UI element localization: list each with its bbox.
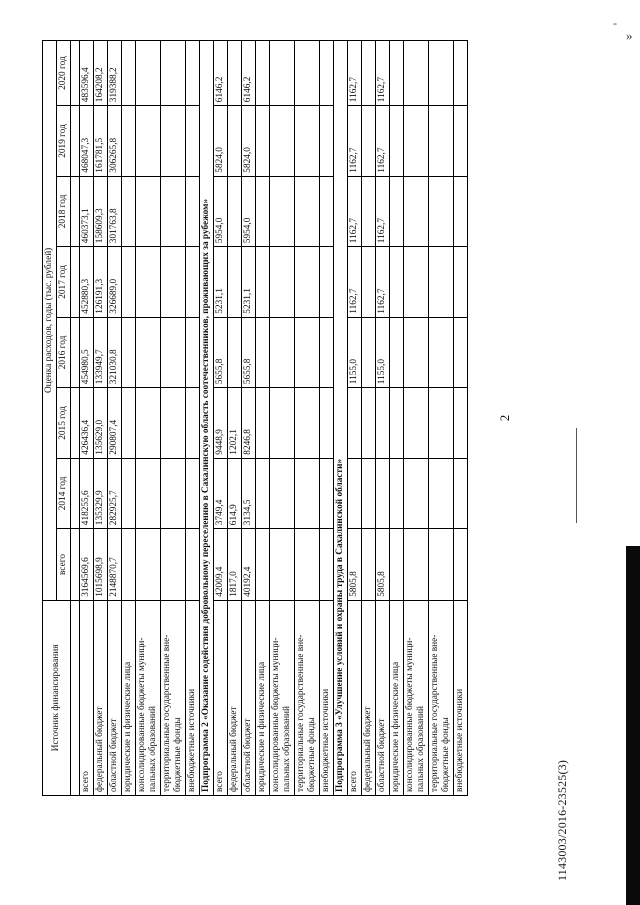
margin-rule	[576, 428, 577, 523]
value-cell: 5824,0	[214, 106, 228, 177]
value-cell: 1155,0	[376, 317, 390, 388]
value-cell: 6146,2	[214, 41, 228, 106]
table-row	[136, 41, 161, 796]
value-cell: 319388,2	[108, 41, 122, 106]
table-row	[122, 41, 136, 796]
value-cell: 468047,3	[80, 106, 94, 177]
value-cell	[320, 247, 334, 318]
value-cell: 290807,4	[108, 388, 122, 459]
source-cell: внебюджетные источники	[186, 600, 200, 795]
table-row	[214, 41, 228, 796]
value-cell: 1162,7	[376, 41, 390, 106]
source-cell: юридические и физические лица	[256, 600, 270, 795]
value-cell	[429, 106, 454, 177]
value-cell	[186, 317, 200, 388]
value-cell	[186, 458, 200, 529]
value-cell	[186, 106, 200, 177]
value-cell	[320, 41, 334, 106]
value-cell	[122, 176, 136, 247]
value-cell: 9448,9	[214, 388, 228, 459]
value-cell	[186, 529, 200, 601]
value-cell	[404, 41, 429, 106]
source-cell: всего	[214, 600, 228, 795]
table-row	[228, 41, 242, 796]
value-cell	[404, 388, 429, 459]
table-row	[161, 41, 186, 796]
value-cell	[390, 388, 404, 459]
source-cell: юридические и физические лица	[390, 600, 404, 795]
value-cell: 133949,7	[94, 317, 108, 388]
source-cell: консолидированные бюджеты муници-пальных образований	[270, 600, 295, 795]
value-cell: 1162,7	[348, 176, 362, 247]
table-body	[80, 41, 468, 796]
value-cell	[228, 317, 242, 388]
value-cell	[348, 388, 362, 459]
value-cell	[454, 176, 468, 247]
value-cell	[228, 247, 242, 318]
source-cell: территориальные государственные вне-бюджетные фонды	[429, 600, 454, 795]
value-cell	[362, 106, 376, 177]
value-cell	[295, 388, 320, 459]
source-cell: внебюджетные источники	[320, 600, 334, 795]
page-number: 2	[497, 414, 512, 422]
value-cell	[429, 317, 454, 388]
value-cell: 614,9	[228, 458, 242, 529]
value-cell	[256, 388, 270, 459]
source-cell: всего	[348, 600, 362, 795]
value-cell	[362, 388, 376, 459]
value-cell	[429, 458, 454, 529]
value-cell	[454, 106, 468, 177]
table-row	[80, 41, 94, 796]
value-cell	[186, 247, 200, 318]
value-cell	[136, 388, 161, 459]
value-cell	[390, 458, 404, 529]
value-cell	[295, 458, 320, 529]
source-cell: федеральный бюджет	[228, 600, 242, 795]
col-header: 2018 год	[57, 176, 71, 247]
value-cell: 454980,5	[80, 317, 94, 388]
value-cell	[270, 388, 295, 459]
value-cell	[161, 458, 186, 529]
value-cell: 40192,4	[242, 529, 256, 601]
col-header: 2015 год	[57, 388, 71, 459]
value-cell	[228, 176, 242, 247]
value-cell: 1155,0	[348, 317, 362, 388]
value-cell: 8246,8	[242, 388, 256, 459]
value-cell	[454, 388, 468, 459]
value-cell: 483596,4	[80, 41, 94, 106]
value-cell: 326689,0	[108, 247, 122, 318]
value-cell: 5805,8	[348, 529, 362, 601]
value-cell	[270, 458, 295, 529]
subprogram-title: Подпрограмма 2 «Оказание содействия добровольному переселению в Сахалинскую область соотечественников, проживающих за рубежом»	[200, 41, 214, 796]
value-cell	[161, 529, 186, 601]
value-cell	[161, 176, 186, 247]
value-cell	[320, 317, 334, 388]
source-cell: территориальные государственные вне-бюджетные фонды	[295, 600, 320, 795]
document-code: 1143003/2016-23525(3)	[555, 759, 569, 881]
table-row	[108, 41, 122, 796]
value-cell	[136, 176, 161, 247]
value-cell	[161, 106, 186, 177]
value-cell	[256, 176, 270, 247]
value-cell: 306265,8	[108, 106, 122, 177]
scan-mark-top: -	[613, 16, 617, 30]
value-cell: 1162,7	[376, 176, 390, 247]
value-cell	[161, 41, 186, 106]
value-cell	[136, 317, 161, 388]
value-cell: 3164569,6	[80, 529, 94, 601]
value-cell: 426436,4	[80, 388, 94, 459]
value-cell	[270, 41, 295, 106]
value-cell: 301763,8	[108, 176, 122, 247]
value-cell	[454, 247, 468, 318]
value-cell: 321030,8	[108, 317, 122, 388]
value-cell: 135329,9	[94, 458, 108, 529]
value-cell	[390, 529, 404, 601]
value-cell	[404, 106, 429, 177]
table-row	[295, 41, 320, 796]
value-cell	[270, 317, 295, 388]
value-cell	[295, 106, 320, 177]
value-cell	[429, 176, 454, 247]
source-header: Источник финансирования	[43, 600, 71, 795]
value-cell	[161, 388, 186, 459]
value-cell: 164208,2	[94, 41, 108, 106]
value-cell	[270, 529, 295, 601]
scan-mark-right: »	[626, 28, 633, 43]
value-cell	[362, 317, 376, 388]
subprogram-title-row	[200, 41, 214, 796]
value-cell	[429, 529, 454, 601]
source-cell: юридические и физические лица	[122, 600, 136, 795]
value-cell: 126191,3	[94, 247, 108, 318]
value-cell: 6146,2	[242, 41, 256, 106]
value-cell	[348, 458, 362, 529]
value-cell	[256, 106, 270, 177]
table-row	[454, 41, 468, 796]
value-cell	[270, 176, 295, 247]
value-cell	[122, 458, 136, 529]
value-cell	[362, 247, 376, 318]
table-row	[186, 41, 200, 796]
value-cell	[390, 247, 404, 318]
value-cell	[136, 106, 161, 177]
value-cell	[454, 529, 468, 601]
value-cell: 1817,0	[228, 529, 242, 601]
value-cell: 42009,4	[214, 529, 228, 601]
value-cell	[390, 106, 404, 177]
value-cell: 161781,5	[94, 106, 108, 177]
value-cell	[295, 317, 320, 388]
value-cell	[390, 317, 404, 388]
value-cell	[122, 41, 136, 106]
value-cell: 1162,7	[348, 247, 362, 318]
value-cell	[454, 41, 468, 106]
value-cell: 5824,0	[242, 106, 256, 177]
scan-edge-shadow	[626, 546, 640, 905]
value-cell	[122, 106, 136, 177]
col-header: всего	[57, 529, 71, 601]
value-cell	[161, 247, 186, 318]
subprogram-title-row	[334, 41, 348, 796]
value-cell	[454, 317, 468, 388]
value-cell	[362, 458, 376, 529]
value-cell: 5231,1	[214, 247, 228, 318]
value-cell	[186, 388, 200, 459]
col-header: 2017 год	[57, 247, 71, 318]
value-cell	[454, 458, 468, 529]
value-cell	[256, 458, 270, 529]
value-cell	[122, 529, 136, 601]
value-cell	[404, 458, 429, 529]
value-cell: 5655,8	[214, 317, 228, 388]
source-cell: федеральный бюджет	[362, 600, 376, 795]
value-cell	[256, 317, 270, 388]
value-cell: 5655,8	[242, 317, 256, 388]
source-cell: внебюджетные источники	[454, 600, 468, 795]
value-cell	[136, 41, 161, 106]
value-cell	[228, 106, 242, 177]
value-cell	[376, 388, 390, 459]
value-cell	[295, 247, 320, 318]
value-cell	[429, 247, 454, 318]
value-cell	[136, 529, 161, 601]
value-cell: 1162,7	[348, 41, 362, 106]
value-cell	[362, 529, 376, 601]
value-cell: 3749,4	[214, 458, 228, 529]
table-row	[94, 41, 108, 796]
subprogram-title: Подпрограмма 3 «Улучшение условий и охраны труда в Сахалинской области»	[334, 41, 348, 796]
value-cell: 282925,7	[108, 458, 122, 529]
value-cell: 135629,0	[94, 388, 108, 459]
value-cell	[295, 529, 320, 601]
value-cell: 1162,7	[376, 106, 390, 177]
source-cell: консолидированные бюджеты муници-пальных образований	[136, 600, 161, 795]
col-header: 2016 год	[57, 317, 71, 388]
value-cell	[320, 529, 334, 601]
table-row	[429, 41, 454, 796]
value-cell: 5231,1	[242, 247, 256, 318]
table-row	[376, 41, 390, 796]
value-cell	[256, 247, 270, 318]
value-cell	[161, 317, 186, 388]
rotated-page	[32, 40, 569, 881]
source-cell: федеральный бюджет	[94, 600, 108, 795]
value-cell: 5954,0	[214, 176, 228, 247]
value-cell: 1162,7	[376, 247, 390, 318]
value-cell: 1162,7	[348, 106, 362, 177]
value-cell	[256, 41, 270, 106]
value-cell	[186, 176, 200, 247]
source-cell: областной бюджет	[242, 600, 256, 795]
table-row	[390, 41, 404, 796]
col-header: 2020 год	[57, 41, 71, 106]
value-cell: 2148870,7	[108, 529, 122, 601]
table-row	[320, 41, 334, 796]
value-cell	[404, 317, 429, 388]
value-cell	[362, 41, 376, 106]
value-cell: 452880,3	[80, 247, 94, 318]
value-cell	[122, 247, 136, 318]
value-cell	[320, 388, 334, 459]
table-row	[256, 41, 270, 796]
value-cell	[320, 176, 334, 247]
value-cell	[270, 106, 295, 177]
source-cell: всего	[80, 600, 94, 795]
value-cell: 3134,5	[242, 458, 256, 529]
col-header: 2014 год	[57, 458, 71, 529]
value-cell	[270, 247, 295, 318]
value-cell	[404, 529, 429, 601]
value-cell: 418255,6	[80, 458, 94, 529]
table-row	[270, 41, 295, 796]
table-row	[362, 41, 376, 796]
estimate-header: Оценка расходов, годы (тыс. рублей)	[43, 41, 57, 601]
source-cell: консолидированные бюджеты муници-пальных образований	[404, 600, 429, 795]
value-cell	[136, 247, 161, 318]
value-cell	[429, 388, 454, 459]
financing-table	[42, 40, 468, 796]
value-cell: 460373,1	[80, 176, 94, 247]
value-cell: 1015698,9	[94, 529, 108, 601]
value-cell	[429, 41, 454, 106]
source-cell: областной бюджет	[376, 600, 390, 795]
value-cell: 5805,8	[376, 529, 390, 601]
value-cell	[228, 41, 242, 106]
value-cell	[404, 176, 429, 247]
value-cell	[320, 106, 334, 177]
value-cell	[320, 458, 334, 529]
value-cell	[256, 529, 270, 601]
value-cell	[186, 41, 200, 106]
value-cell	[362, 176, 376, 247]
value-cell	[404, 247, 429, 318]
value-cell	[122, 317, 136, 388]
value-cell	[295, 176, 320, 247]
value-cell	[376, 458, 390, 529]
value-cell	[390, 176, 404, 247]
value-cell: 158609,3	[94, 176, 108, 247]
table-row	[404, 41, 429, 796]
source-cell: областной бюджет	[108, 600, 122, 795]
value-cell	[136, 458, 161, 529]
col-header: 2019 год	[57, 106, 71, 177]
value-cell	[390, 41, 404, 106]
value-cell	[122, 388, 136, 459]
value-cell	[295, 41, 320, 106]
value-cell: 5954,0	[242, 176, 256, 247]
table-row	[348, 41, 362, 796]
value-cell: 1202,1	[228, 388, 242, 459]
source-cell: территориальные государственные вне-бюджетные фонды	[161, 600, 186, 795]
table-row	[242, 41, 256, 796]
